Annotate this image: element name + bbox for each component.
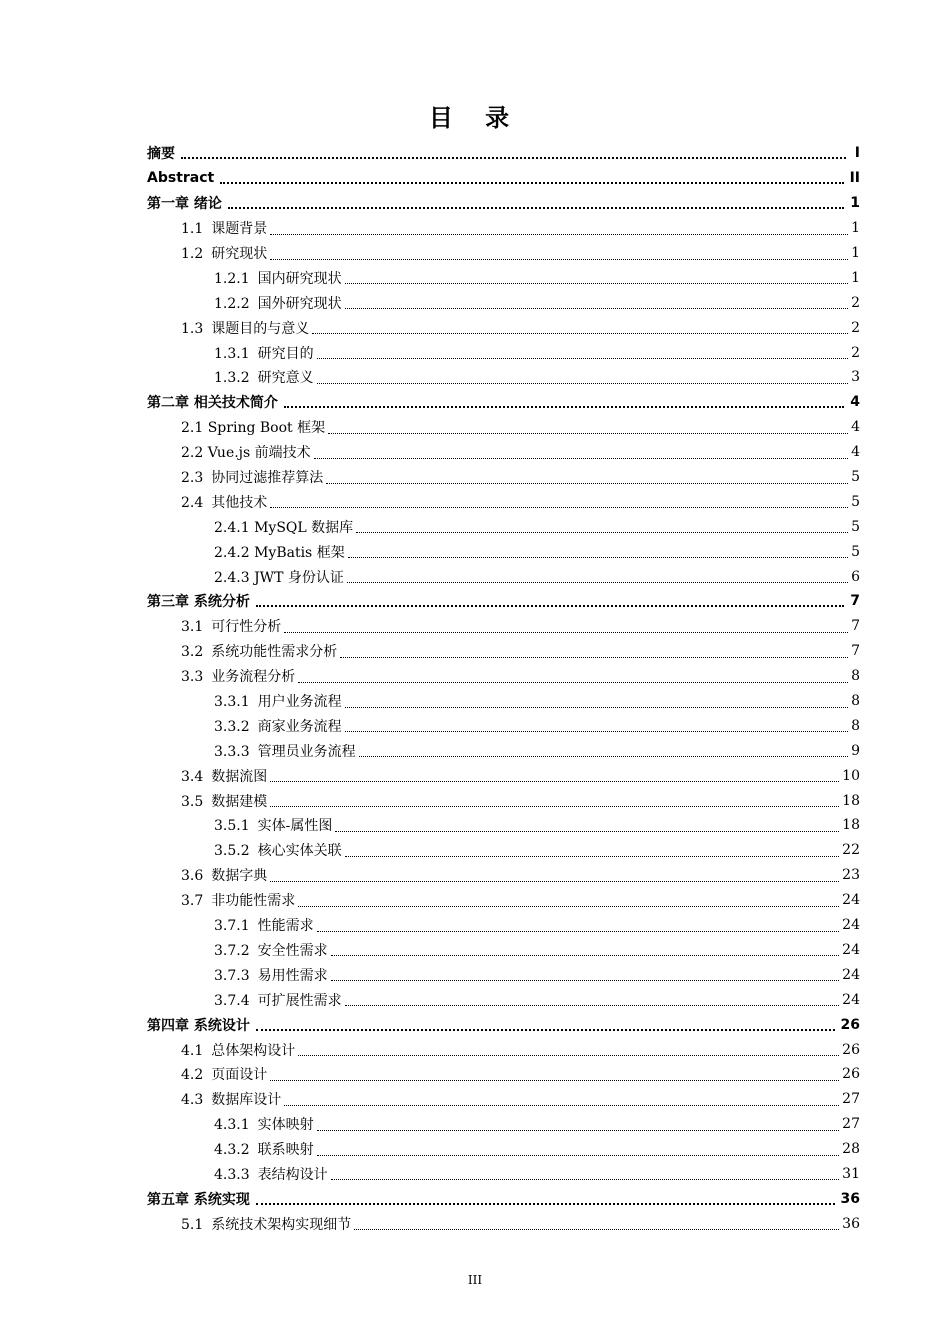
toc-entry-label xyxy=(214,517,353,537)
toc-entry-number: 1.2 xyxy=(181,246,204,262)
toc-entry-page: 28 xyxy=(842,1141,860,1158)
toc-entry[interactable] xyxy=(0,1062,950,1087)
toc-entry[interactable] xyxy=(0,813,950,838)
dot-leader xyxy=(345,699,848,708)
toc-entry-label xyxy=(214,691,342,711)
toc-entry-page: 26 xyxy=(842,1066,860,1083)
dot-leader xyxy=(298,1047,839,1056)
toc-entry-page: 27 xyxy=(842,1091,860,1108)
toc-entry-page: 5 xyxy=(851,469,860,486)
toc-entry[interactable] xyxy=(0,191,950,216)
table-of-contents xyxy=(0,141,950,1236)
dot-leader xyxy=(326,475,848,484)
dot-leader xyxy=(345,997,840,1006)
dot-leader xyxy=(317,1122,840,1131)
toc-entry-text: 安全性需求 xyxy=(257,942,328,959)
toc-entry-text: 系统功能性需求分析 xyxy=(211,644,338,661)
toc-entry-page: 2 xyxy=(851,319,860,336)
dot-leader xyxy=(181,151,846,159)
dot-leader xyxy=(348,549,848,558)
toc-entry-text: 第五章 系统实现 xyxy=(147,1191,250,1208)
toc-entry-label xyxy=(181,442,311,462)
toc-entry-label xyxy=(181,890,295,910)
toc-entry[interactable] xyxy=(0,1037,950,1062)
toc-entry-text: 页面设计 xyxy=(211,1067,268,1084)
toc-entry[interactable] xyxy=(0,838,950,863)
toc-entry[interactable] xyxy=(0,365,950,390)
dot-leader xyxy=(270,773,839,782)
toc-entry-text: 课题目的与意义 xyxy=(211,320,310,337)
toc-entry-page: 36 xyxy=(842,1215,860,1232)
toc-entry-text: 第二章 相关技术简介 xyxy=(147,395,278,412)
toc-entry-number: 3.6 xyxy=(181,868,204,885)
toc-entry-label xyxy=(181,1089,281,1109)
toc-entry-text: Abstract xyxy=(147,170,215,187)
dot-leader xyxy=(312,325,848,334)
toc-entry[interactable] xyxy=(0,514,950,539)
toc-entry-page: 7 xyxy=(851,643,860,660)
toc-entry-number: 3.2 xyxy=(181,644,204,661)
toc-entry-text: 表结构设计 xyxy=(257,1166,328,1183)
toc-entry[interactable] xyxy=(0,938,950,963)
toc-entry-page: 3 xyxy=(851,369,860,386)
dot-leader xyxy=(256,1023,835,1031)
toc-entry-label xyxy=(214,741,356,761)
dot-leader xyxy=(345,723,848,732)
dot-leader xyxy=(331,972,840,981)
toc-entry-number: 3.7.2 xyxy=(214,942,250,959)
dot-leader xyxy=(256,1197,835,1205)
toc-entry-number: 1.2.2 xyxy=(214,295,250,312)
toc-entry-label xyxy=(181,791,267,811)
toc-entry[interactable] xyxy=(0,166,950,191)
toc-entry-number: 1.3.1 xyxy=(214,345,250,362)
toc-entry-page: 24 xyxy=(842,941,860,958)
toc-entry[interactable] xyxy=(0,415,950,440)
dot-leader xyxy=(228,201,844,209)
toc-entry-text: 课题背景 xyxy=(211,221,268,238)
toc-entry-label xyxy=(181,766,267,786)
toc-entry[interactable] xyxy=(0,290,950,315)
toc-entry-text: 易用性需求 xyxy=(257,967,328,984)
toc-entry-text: 管理员业务流程 xyxy=(257,743,356,760)
toc-entry-page: 1 xyxy=(851,269,860,286)
toc-entry-number: 3.5.2 xyxy=(214,843,250,860)
toc-entry[interactable] xyxy=(0,1087,950,1112)
toc-entry[interactable] xyxy=(0,788,950,813)
toc-entry-label xyxy=(214,293,342,313)
dot-leader xyxy=(345,300,848,309)
toc-entry-number: 3.4 xyxy=(181,768,204,785)
toc-entry-label xyxy=(181,467,323,487)
toc-entry-page: 7 xyxy=(851,618,860,635)
toc-entry-page: 26 xyxy=(842,1041,860,1058)
dot-leader xyxy=(270,1072,839,1081)
dot-leader xyxy=(331,1171,840,1180)
toc-entry-label xyxy=(214,1114,314,1134)
toc-entry-number: 1.1 xyxy=(181,221,204,238)
dot-leader xyxy=(340,649,848,658)
toc-entry-label xyxy=(214,815,332,835)
toc-entry-text: 实体-属性图 xyxy=(257,818,333,835)
dot-leader xyxy=(335,823,839,832)
toc-entry-number: 2.3 xyxy=(181,470,204,487)
toc-entry-label xyxy=(214,840,342,860)
toc-entry-text: 2.2 Vue.js 前端技术 xyxy=(181,445,311,462)
toc-entry-page: 18 xyxy=(842,817,860,834)
toc-entry[interactable] xyxy=(0,664,950,689)
toc-entry-label xyxy=(214,965,328,985)
toc-entry-page: I xyxy=(854,145,860,162)
dot-leader xyxy=(331,947,840,956)
dot-leader xyxy=(317,375,848,384)
toc-entry-number: 3.3.1 xyxy=(214,694,250,711)
toc-entry-text: 2.4.3 JWT 身份认证 xyxy=(214,569,344,586)
toc-entry-label xyxy=(181,1064,267,1084)
toc-entry[interactable] xyxy=(0,1211,950,1236)
toc-entry-label xyxy=(181,243,267,263)
toc-entry[interactable] xyxy=(0,763,950,788)
toc-entry-number: 3.7.3 xyxy=(214,967,250,984)
toc-entry-page: 7 xyxy=(850,593,860,610)
toc-entry-page: 2 xyxy=(851,294,860,311)
toc-entry-label xyxy=(214,567,344,587)
toc-entry-number: 2.4 xyxy=(181,494,204,511)
toc-entry-label xyxy=(214,940,328,960)
toc-entry-text: 摘要 xyxy=(147,146,175,163)
toc-entry-label xyxy=(181,218,267,238)
toc-entry-label xyxy=(147,170,214,186)
toc-entry[interactable] xyxy=(0,241,950,266)
dot-leader xyxy=(317,350,848,359)
toc-entry-page: 24 xyxy=(842,991,860,1008)
toc-entry-text: 2.4.2 MyBatis 框架 xyxy=(214,544,345,561)
toc-entry[interactable] xyxy=(0,987,950,1012)
toc-entry-number: 3.7.1 xyxy=(214,918,250,935)
toc-entry-text: 其他技术 xyxy=(211,494,268,511)
dot-leader xyxy=(354,1221,839,1230)
toc-entry-text: 研究目的 xyxy=(257,345,314,362)
toc-entry-label xyxy=(147,143,175,163)
toc-entry-label xyxy=(214,1139,314,1159)
toc-entry[interactable] xyxy=(0,962,950,987)
dot-leader xyxy=(298,674,848,683)
toc-entry-number: 1.2.1 xyxy=(214,270,250,287)
toc-entry-page: 26 xyxy=(840,1016,860,1033)
toc-entry-page: 2 xyxy=(851,344,860,361)
toc-entry-label xyxy=(147,1015,250,1035)
dot-leader xyxy=(345,275,848,284)
toc-entry-number: 4.3.2 xyxy=(214,1142,250,1159)
toc-entry-number: 3.3 xyxy=(181,669,204,686)
dot-leader xyxy=(256,599,844,607)
toc-entry[interactable] xyxy=(0,390,950,415)
toc-entry-text: 数据库设计 xyxy=(211,1092,282,1109)
toc-entry-label xyxy=(214,268,342,288)
toc-entry[interactable] xyxy=(0,564,950,589)
dot-leader xyxy=(270,499,848,508)
dot-leader xyxy=(270,873,839,882)
toc-entry-page: II xyxy=(849,170,860,187)
dot-leader xyxy=(359,748,848,757)
toc-entry[interactable] xyxy=(0,440,950,465)
toc-entry[interactable] xyxy=(0,465,950,490)
toc-entry-number: 1.3 xyxy=(181,320,204,337)
toc-entry[interactable] xyxy=(0,713,950,738)
toc-entry-number: 4.2 xyxy=(181,1067,204,1084)
toc-entry[interactable] xyxy=(0,340,950,365)
toc-entry-text: 国内研究现状 xyxy=(257,270,342,287)
dot-leader xyxy=(328,425,848,434)
toc-entry-page: 5 xyxy=(851,518,860,535)
toc-entry-label xyxy=(181,492,267,512)
toc-entry-page: 8 xyxy=(851,668,860,685)
dot-leader xyxy=(270,226,848,235)
toc-entry-label xyxy=(214,915,314,935)
toc-entry-label xyxy=(214,367,314,387)
toc-entry[interactable] xyxy=(0,141,950,166)
toc-entry-text: 业务流程分析 xyxy=(211,669,296,686)
toc-entry-text: 第一章 绪论 xyxy=(147,196,222,213)
toc-entry-label xyxy=(181,417,325,437)
toc-entry-label xyxy=(214,990,342,1010)
toc-entry-page: 22 xyxy=(842,842,860,859)
toc-entry-text: 用户业务流程 xyxy=(257,694,342,711)
toc-entry[interactable] xyxy=(0,614,950,639)
dot-leader xyxy=(314,450,848,459)
dot-leader xyxy=(284,400,844,408)
toc-entry-label xyxy=(147,591,250,611)
toc-entry-text: 商家业务流程 xyxy=(257,718,342,735)
toc-entry-label xyxy=(147,193,222,213)
toc-entry-page: 6 xyxy=(851,568,860,585)
toc-entry-page: 1 xyxy=(851,245,860,261)
toc-entry-text: 性能需求 xyxy=(257,918,314,935)
toc-entry-page: 8 xyxy=(851,693,860,710)
toc-entry-page: 27 xyxy=(842,1116,860,1133)
toc-entry-page: 4 xyxy=(851,444,860,461)
toc-entry[interactable] xyxy=(0,1162,950,1187)
toc-entry-number: 4.3 xyxy=(181,1092,204,1109)
toc-entry-label xyxy=(214,343,314,363)
toc-entry-label xyxy=(147,1189,250,1209)
toc-entry-number: 3.3.2 xyxy=(214,718,250,735)
dot-leader xyxy=(298,898,839,907)
toc-entry-label xyxy=(181,641,337,661)
toc-entry-label xyxy=(147,392,278,412)
toc-entry-label xyxy=(214,716,342,736)
toc-entry-text: 非功能性需求 xyxy=(211,893,296,910)
dot-leader xyxy=(270,251,848,260)
toc-entry-label xyxy=(181,666,295,686)
toc-entry-number: 1.3.2 xyxy=(214,370,250,387)
toc-entry-page: 18 xyxy=(842,792,860,809)
toc-entry[interactable] xyxy=(0,216,950,241)
page-number-footer: III xyxy=(467,1273,483,1287)
toc-entry-label xyxy=(181,318,309,338)
toc-entry-label xyxy=(181,1214,351,1234)
toc-entry-text: 研究意义 xyxy=(257,370,314,387)
toc-entry-page: 4 xyxy=(851,419,860,436)
toc-entry-label xyxy=(214,542,345,562)
dot-leader xyxy=(270,798,839,807)
dot-leader xyxy=(317,1147,840,1156)
toc-entry-text: 数据流图 xyxy=(211,768,268,785)
toc-entry[interactable] xyxy=(0,265,950,290)
toc-entry-text: 研究现状 xyxy=(211,246,268,262)
toc-entry-text: 可行性分析 xyxy=(211,619,282,636)
toc-entry-page: 1 xyxy=(850,195,860,212)
dot-leader xyxy=(317,923,840,932)
toc-entry-number: 3.5 xyxy=(181,793,204,810)
page-title: 目 录 xyxy=(428,104,522,132)
toc-entry-text: 2.1 Spring Boot 框架 xyxy=(181,420,326,437)
toc-entry-text: 协同过滤推荐算法 xyxy=(211,470,324,487)
toc-entry-page: 8 xyxy=(851,717,860,734)
toc-entry-text: 系统技术架构实现细节 xyxy=(211,1216,352,1233)
toc-entry[interactable] xyxy=(0,888,950,913)
toc-entry-number: 3.3.3 xyxy=(214,743,250,760)
toc-entry-text: 数据字典 xyxy=(211,868,268,885)
toc-entry[interactable] xyxy=(0,489,950,514)
toc-entry-page: 5 xyxy=(851,493,860,510)
toc-entry-text: 国外研究现状 xyxy=(257,295,342,312)
toc-entry-label xyxy=(181,1040,295,1060)
toc-entry-label xyxy=(214,1164,328,1184)
toc-entry-text: 第三章 系统分析 xyxy=(147,594,250,611)
toc-entry-page: 9 xyxy=(851,742,860,759)
toc-entry-text: 可扩展性需求 xyxy=(257,992,342,1009)
toc-entry[interactable] xyxy=(0,1186,950,1211)
dot-leader xyxy=(356,524,848,533)
toc-entry-number: 4.3.1 xyxy=(214,1117,250,1134)
toc-entry-page: 23 xyxy=(842,867,860,884)
toc-entry-page: 31 xyxy=(842,1165,860,1182)
toc-entry-page: 36 xyxy=(840,1190,860,1207)
toc-entry-page: 4 xyxy=(850,394,860,411)
toc-entry[interactable] xyxy=(0,689,950,714)
dot-leader xyxy=(220,176,843,184)
toc-entry-text: 总体架构设计 xyxy=(211,1042,296,1059)
toc-entry-text: 2.4.1 MySQL 数据库 xyxy=(214,519,354,536)
toc-entry[interactable] xyxy=(0,913,950,938)
toc-entry[interactable] xyxy=(0,589,950,614)
toc-entry-number: 3.5.1 xyxy=(214,818,250,835)
toc-entry[interactable] xyxy=(0,639,950,664)
toc-entry[interactable] xyxy=(0,539,950,564)
toc-entry[interactable] xyxy=(0,738,950,763)
dot-leader xyxy=(284,1097,839,1106)
toc-entry[interactable] xyxy=(0,863,950,888)
toc-entry-page: 5 xyxy=(851,543,860,560)
toc-entry[interactable] xyxy=(0,1012,950,1037)
toc-entry[interactable] xyxy=(0,1112,950,1137)
toc-entry-page: 1 xyxy=(851,220,860,237)
toc-entry-label xyxy=(181,616,281,636)
toc-entry-text: 第四章 系统设计 xyxy=(147,1017,250,1034)
toc-entry-number: 4.1 xyxy=(181,1042,204,1059)
toc-entry-label xyxy=(181,865,267,885)
toc-entry-page: 10 xyxy=(842,767,860,784)
dot-leader xyxy=(284,624,848,633)
toc-entry-number: 3.1 xyxy=(181,619,204,636)
toc-entry-page: 24 xyxy=(842,966,860,983)
dot-leader xyxy=(347,574,848,583)
toc-entry-page: 24 xyxy=(842,917,860,934)
toc-entry[interactable] xyxy=(0,315,950,340)
toc-entry-number: 3.7 xyxy=(181,893,204,910)
toc-entry-page: 24 xyxy=(842,892,860,909)
toc-entry-number: 5.1 xyxy=(181,1216,204,1233)
toc-entry-text: 数据建模 xyxy=(211,793,268,810)
toc-entry[interactable] xyxy=(0,1137,950,1162)
toc-entry-text: 联系映射 xyxy=(257,1142,314,1159)
toc-entry-number: 4.3.3 xyxy=(214,1166,250,1183)
dot-leader xyxy=(345,848,840,857)
toc-entry-text: 核心实体关联 xyxy=(257,843,342,860)
toc-entry-number: 3.7.4 xyxy=(214,992,250,1009)
toc-entry-text: 实体映射 xyxy=(257,1117,314,1134)
